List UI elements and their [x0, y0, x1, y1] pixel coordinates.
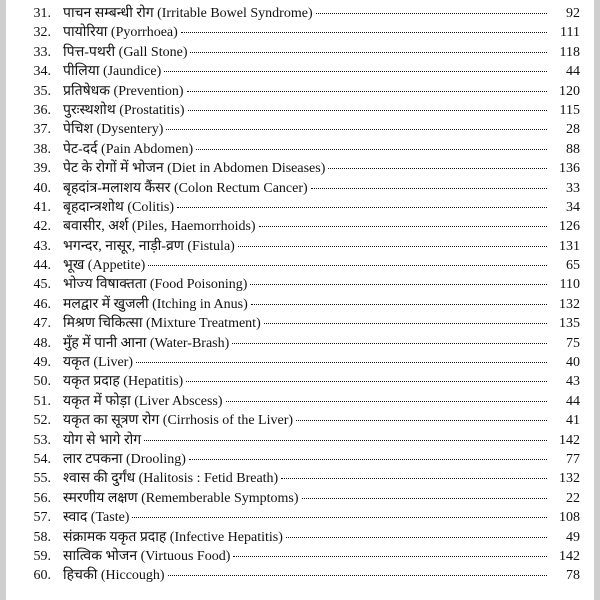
dot-leader — [316, 12, 547, 14]
dot-leader — [232, 342, 547, 344]
entry-title: बृहदान्त्रशोथ (Colitis) — [63, 199, 175, 215]
entry-page: 22 — [566, 490, 580, 506]
dot-leader — [328, 167, 547, 169]
entry-number: 56. — [33, 490, 51, 506]
entry-number: 43. — [33, 238, 51, 254]
entry-page: 136 — [559, 161, 580, 177]
entry-page: 40 — [566, 355, 580, 371]
entry-page: 43 — [566, 374, 580, 390]
toc-entry — [6, 82, 600, 101]
entry-title: स्मरणीय लक्षण (Rememberable Symptoms) — [63, 490, 299, 506]
entry-title: भूख (Appetite) — [63, 258, 146, 274]
entry-page: 88 — [566, 141, 580, 157]
toc-entry — [6, 217, 600, 236]
entry-number: 52. — [33, 413, 51, 429]
toc-entry — [6, 198, 600, 217]
toc-entry — [6, 547, 600, 566]
entry-title: पेट के रोगों में भोजन (Diet in Abdomen Diseases) — [63, 161, 326, 177]
dot-leader — [186, 380, 547, 382]
toc-entry — [6, 23, 600, 42]
toc-entry — [6, 275, 600, 294]
entry-title: योग से भागे रोग — [63, 432, 142, 448]
dot-leader — [251, 303, 547, 305]
entry-title: प्रतिषेधक (Prevention) — [63, 83, 184, 99]
entry-page: 77 — [566, 451, 580, 467]
toc-entry — [6, 489, 600, 508]
entry-title: हिचकी (Hiccough) — [63, 568, 165, 584]
entry-number: 31. — [33, 6, 51, 21]
entry-title: पित्त-पथरी (Gall Stone) — [63, 44, 188, 60]
toc-entry — [6, 528, 600, 547]
entry-number: 48. — [33, 335, 51, 351]
entry-number: 40. — [33, 180, 51, 196]
toc-entry — [6, 566, 600, 585]
entry-number: 50. — [33, 374, 51, 390]
entry-page: 41 — [566, 413, 580, 429]
entry-title: बवासीर, अर्श (Piles, Haemorrhoids) — [63, 219, 256, 235]
entry-page: 44 — [566, 64, 580, 80]
dot-leader — [144, 439, 547, 441]
dot-leader — [250, 283, 547, 285]
entry-title: मुँह में पानी आना (Water-Brash) — [63, 335, 230, 351]
dot-leader — [136, 361, 547, 363]
toc-entry — [6, 179, 600, 198]
entry-number: 33. — [33, 44, 51, 60]
entry-page: 142 — [559, 548, 580, 564]
dot-leader — [286, 536, 547, 538]
dot-leader — [311, 187, 547, 189]
toc-entry — [6, 120, 600, 139]
toc-entry — [6, 334, 600, 353]
dot-leader — [238, 245, 547, 247]
entry-page: 44 — [566, 393, 580, 409]
entry-number: 45. — [33, 277, 51, 293]
entry-page: 120 — [559, 83, 580, 99]
entry-page: 111 — [560, 25, 580, 41]
entry-number: 60. — [33, 568, 51, 584]
table-of-contents — [6, 4, 600, 586]
entry-number: 47. — [33, 316, 51, 332]
entry-title: सात्विक भोजन (Virtuous Food) — [63, 548, 231, 564]
toc-entry — [6, 392, 600, 411]
entry-title: लार टपकना (Drooling) — [63, 451, 186, 467]
entry-title: पायोरिया (Pyorrhoea) — [63, 25, 178, 41]
entry-number: 36. — [33, 102, 51, 118]
entry-number: 54. — [33, 451, 51, 467]
entry-page: 142 — [559, 432, 580, 448]
entry-number: 35. — [33, 83, 51, 99]
entry-number: 44. — [33, 258, 51, 274]
entry-title: पुरःस्थशोथ (Prostatitis) — [63, 102, 185, 118]
entry-number: 53. — [33, 432, 51, 448]
entry-number: 57. — [33, 510, 51, 526]
entry-page: 33 — [566, 180, 580, 196]
entry-number: 46. — [33, 296, 51, 312]
toc-entry — [6, 353, 600, 372]
entry-title: मलद्वार में खुजली (Itching in Anus) — [63, 296, 248, 312]
entry-number: 42. — [33, 219, 51, 235]
entry-page: 118 — [559, 44, 580, 60]
entry-title: भोज्य विषाक्तता (Food Poisoning) — [63, 277, 248, 293]
entry-number: 32. — [33, 25, 51, 41]
entry-number: 34. — [33, 64, 51, 80]
dot-leader — [259, 225, 547, 227]
dot-leader — [226, 400, 547, 402]
entry-title: श्वास की दुर्गंध (Halitosis : Fetid Breath) — [63, 471, 279, 487]
toc-entry — [6, 256, 600, 275]
entry-number: 51. — [33, 393, 51, 409]
dot-leader — [264, 322, 547, 324]
toc-entry — [6, 43, 600, 62]
toc-entry — [6, 237, 600, 256]
entry-title: पेचिश (Dysentery) — [63, 122, 164, 138]
entry-number: 55. — [33, 471, 51, 487]
entry-title: पीलिया (Jaundice) — [63, 64, 162, 80]
dot-leader — [164, 70, 547, 72]
entry-page: 132 — [559, 296, 580, 312]
entry-title: यकृत प्रदाह (Hepatitis) — [63, 374, 184, 390]
entry-page: 110 — [559, 277, 580, 293]
entry-number: 37. — [33, 122, 51, 138]
entry-number: 58. — [33, 529, 51, 545]
dot-leader — [189, 458, 547, 460]
entry-title: यकृत का सूत्रण रोग (Cirrhosis of the Liver) — [63, 413, 294, 429]
dot-leader — [181, 31, 547, 33]
dot-leader — [188, 109, 547, 111]
entry-page: 131 — [559, 238, 580, 254]
toc-entry — [6, 101, 600, 120]
entry-number: 39. — [33, 161, 51, 177]
toc-entry — [6, 295, 600, 314]
entry-title: भगन्दर, नासूर, नाड़ी-व्रण (Fistula) — [63, 238, 235, 254]
entry-page: 108 — [559, 510, 580, 526]
dot-leader — [281, 477, 547, 479]
entry-title: स्वाद (Taste) — [63, 510, 130, 526]
entry-page: 65 — [566, 258, 580, 274]
toc-entry — [6, 431, 600, 450]
dot-leader — [233, 555, 547, 557]
entry-number: 59. — [33, 548, 51, 564]
entry-page: 135 — [559, 316, 580, 332]
entry-page: 92 — [566, 6, 580, 21]
toc-entry — [6, 314, 600, 333]
entry-page: 132 — [559, 471, 580, 487]
entry-number: 41. — [33, 199, 51, 215]
entry-title: यकृत (Liver) — [63, 355, 133, 371]
toc-entry — [6, 4, 600, 23]
entry-title: मिश्रण चिकित्सा (Mixture Treatment) — [63, 316, 261, 332]
dot-leader — [132, 516, 547, 518]
entry-number: 38. — [33, 141, 51, 157]
dot-leader — [187, 90, 547, 92]
entry-page: 28 — [566, 122, 580, 138]
toc-entry — [6, 159, 600, 178]
dot-leader — [166, 128, 547, 130]
entry-number: 49. — [33, 355, 51, 371]
dot-leader — [196, 148, 547, 150]
dot-leader — [177, 206, 547, 208]
dot-leader — [190, 51, 547, 53]
toc-entry — [6, 372, 600, 391]
entry-title: बृहदांत्र-मलाशय कैंसर (Colon Rectum Cancer) — [63, 180, 308, 196]
toc-entry — [6, 450, 600, 469]
toc-entry — [6, 411, 600, 430]
toc-entry — [6, 508, 600, 527]
entry-page: 78 — [566, 568, 580, 584]
entry-title: यकृत में फोड़ा (Liver Abscess) — [63, 393, 223, 409]
dot-leader — [148, 264, 547, 266]
entry-page: 126 — [559, 219, 580, 235]
entry-page: 115 — [559, 102, 580, 118]
dot-leader — [168, 574, 547, 576]
entry-title: पेट-दर्द (Pain Abdomen) — [63, 141, 194, 157]
toc-entry — [6, 140, 600, 159]
entry-page: 49 — [566, 529, 580, 545]
entry-title: संक्रामक यकृत प्रदाह (Infective Hepatitis) — [63, 529, 283, 545]
entry-page: 34 — [566, 199, 580, 215]
dot-leader — [302, 497, 547, 499]
entry-page: 75 — [566, 335, 580, 351]
toc-entry — [6, 62, 600, 81]
dot-leader — [296, 419, 547, 421]
entry-title: पाचन सम्बन्धी रोग (Irritable Bowel Syndrome) — [63, 6, 313, 21]
toc-entry — [6, 469, 600, 488]
